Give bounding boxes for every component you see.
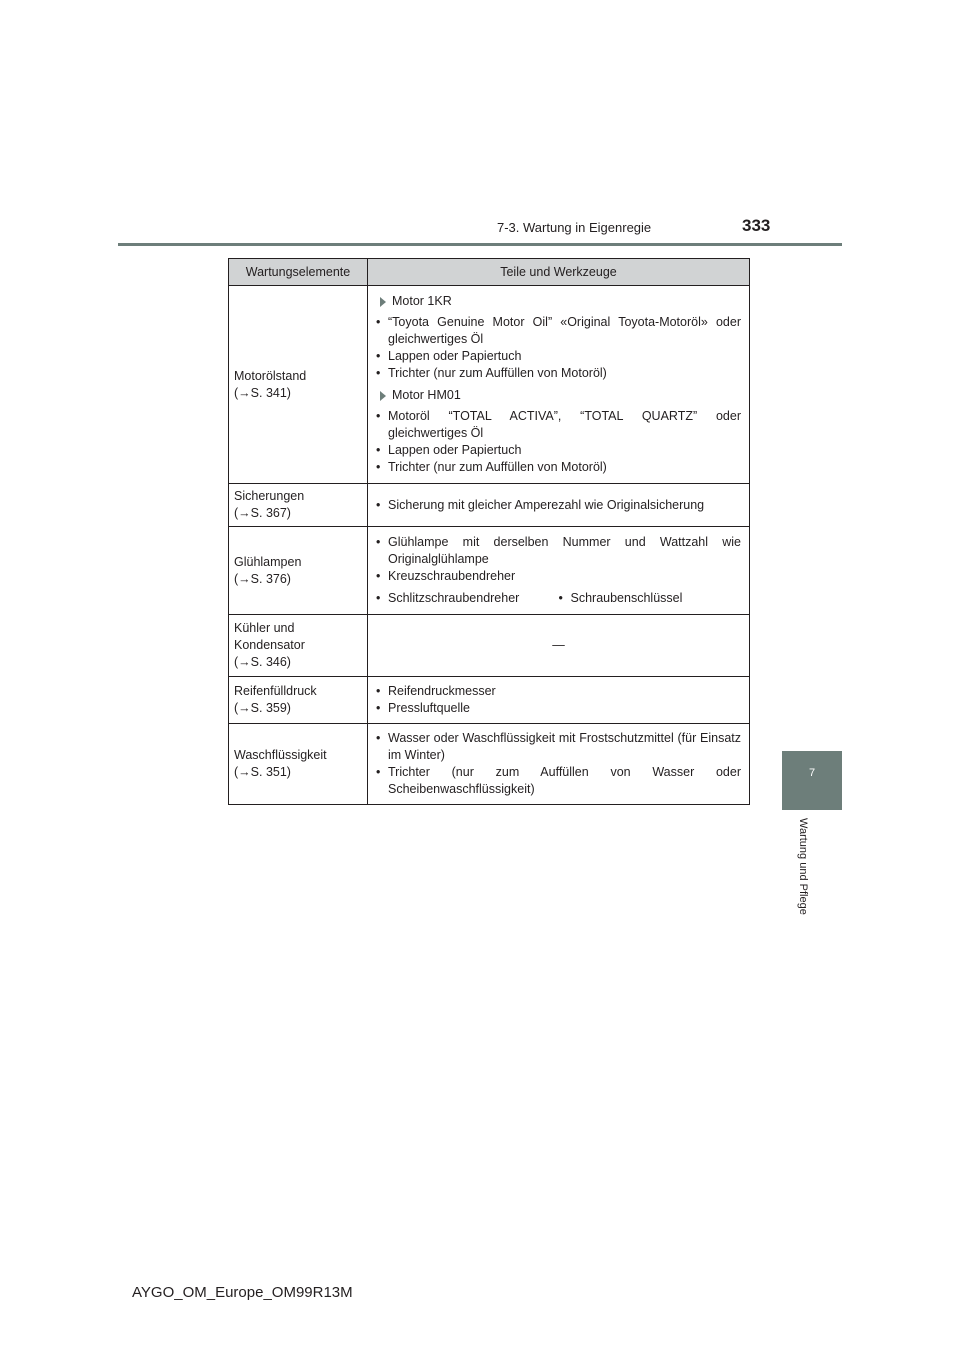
list-item: • Trichter (nur zum Auffüllen von Motoröl): [376, 460, 607, 474]
engine-subheading: Motor HM01: [380, 387, 741, 404]
maintenance-item: [229, 286, 368, 484]
tools-cell: [368, 724, 750, 805]
table-row: [229, 677, 750, 724]
section-title: 7-3. Wartung in Eigenregie: [497, 220, 652, 235]
page-number: 333: [742, 216, 771, 235]
item-name: Sicherungen: [234, 489, 305, 503]
list-item: • Kreuzschraubendreher: [376, 569, 516, 583]
chapter-number: 7: [808, 767, 816, 779]
table-row: [229, 527, 750, 615]
tools-cell: [368, 677, 750, 724]
list-item: • Lappen oder Papiertuch: [376, 443, 522, 457]
engine-group: [376, 293, 741, 382]
maintenance-item: [229, 724, 368, 805]
list-item: • Trichter (nur zum Auffüllen von Wasser oder Scheibenwaschflüssigkeit): [376, 765, 741, 796]
list-item: • Schraubenschlüssel: [558, 591, 683, 605]
list-item: • Pressluftquelle: [376, 701, 470, 715]
table-row: [229, 484, 750, 527]
chapter-tab: [782, 751, 842, 810]
list-item: • Motoröl “TOTAL ACTIVA”, “TOTAL QUARTZ” oder gleichwertiges Öl: [376, 409, 741, 440]
list-item: • Reifendruckmesser: [376, 684, 496, 698]
page-reference: (→S. 341): [234, 385, 291, 400]
list-item: • Wasser oder Waschflüssigkeit mit Frostschutzmittel (für Einsatz im Winter): [376, 731, 741, 762]
table-row: [229, 724, 750, 805]
list-item: • Trichter (nur zum Auffüllen von Motoröl): [376, 366, 607, 380]
list-item: • Sicherung mit gleicher Amperezahl wie Originalsicherung: [376, 497, 705, 512]
page-reference: (→S. 367): [234, 506, 291, 520]
maintenance-item: [229, 527, 368, 615]
two-column-list: [376, 590, 741, 607]
item-name: Glühlampen: [234, 554, 302, 569]
item-name: Waschflüssigkeit: [234, 748, 327, 762]
tools-cell: [368, 527, 750, 615]
page-reference: (→S. 346): [234, 655, 291, 669]
list-item: • Glühlampe mit derselben Nummer und Wattzahl wie Originalglühlampe: [376, 535, 741, 566]
page-reference: (→S. 376): [234, 571, 291, 586]
item-name: Kühler und Kondensator: [234, 621, 305, 652]
maintenance-item: [229, 615, 368, 677]
header-rule: [118, 243, 842, 246]
triangle-icon: [380, 391, 386, 401]
table-row: [229, 286, 750, 484]
maintenance-item: [229, 677, 368, 724]
table-row: [229, 615, 750, 677]
document-code: AYGO_OM_Europe_OM99R13M: [132, 1284, 353, 1301]
list-item: • “Toyota Genuine Motor Oil” «Original Toyota-Motoröl» oder gleichwertiges Öl: [376, 315, 741, 346]
page-reference: (→S. 351): [234, 765, 291, 779]
maintenance-item: [229, 484, 368, 527]
column-header-items: Wartungselemente: [229, 259, 368, 286]
engine-group: [376, 387, 741, 476]
tools-cell: [368, 286, 750, 484]
item-name: Reifenfülldruck: [234, 684, 317, 698]
engine-subheading: Motor 1KR: [380, 293, 741, 310]
dash-placeholder: —: [552, 638, 565, 652]
table-header-row: [229, 259, 750, 286]
tools-cell-empty: [368, 615, 750, 677]
column-header-tools: Teile und Werkzeuge: [368, 259, 750, 286]
maintenance-table: [228, 258, 750, 805]
list-item: • Schlitzschraubendreher: [376, 591, 520, 605]
tools-cell: [368, 484, 750, 527]
list-item: • Lappen oder Papiertuch: [376, 349, 522, 363]
chapter-label: Wartung und Pflege: [797, 818, 809, 915]
triangle-icon: [380, 297, 386, 307]
item-name: Motorölstand: [234, 368, 307, 383]
page-reference: (→S. 359): [234, 701, 291, 715]
